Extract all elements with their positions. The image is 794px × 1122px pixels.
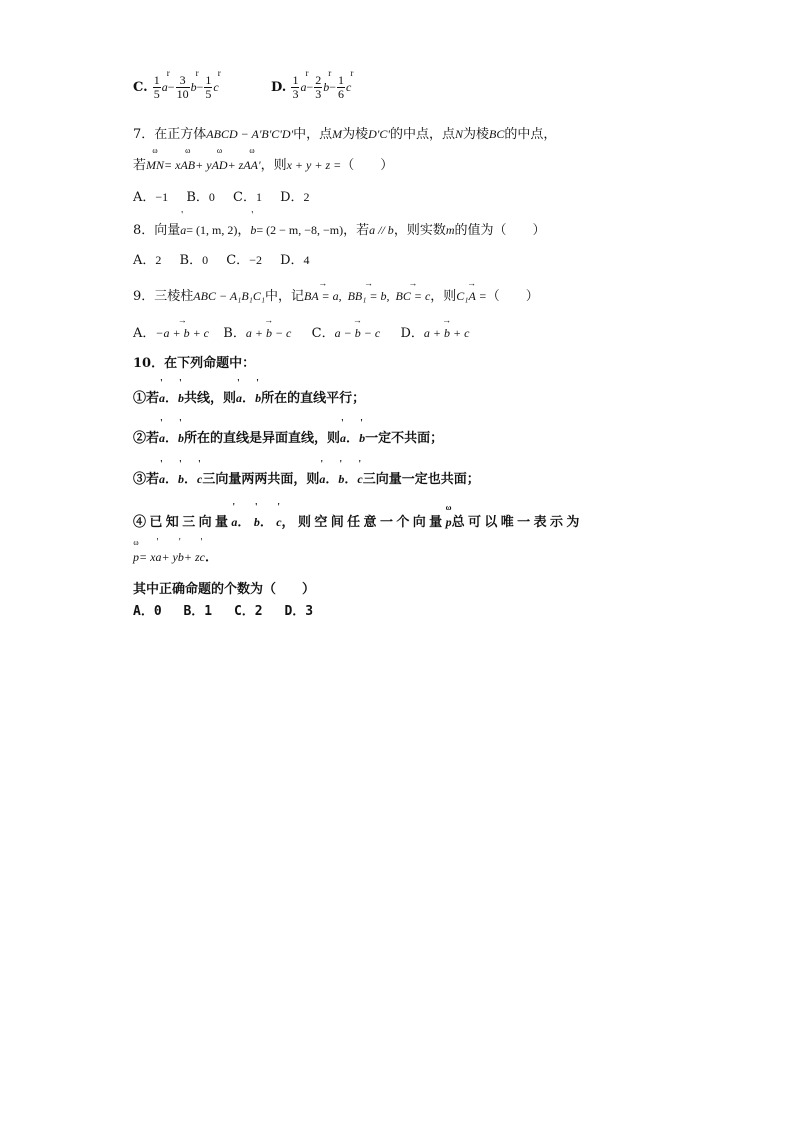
q7-option-d: D．2 [280,190,310,205]
vector-ab: ω AB [180,157,195,173]
vector-b: ' b [250,222,256,238]
q10-title: 10．在下列命题中： [133,356,256,371]
q7-line2: 若ω MN= xω AB+ yω AD+ zω AA'，则x + y + z =（ ） [133,157,393,174]
q10-option-a: A．0 [133,604,162,619]
fraction: $\frac{1}{6}$ [338,73,345,101]
q7-option-a: A．−1 [133,190,169,205]
vector-c: r c [346,79,351,95]
vector-ad: ω AD [212,157,228,173]
vector-a: ' a [180,222,186,238]
q9-option-c: C．→ a − b − c [312,326,380,341]
q9-options [133,325,469,342]
q10-options [133,604,327,620]
vector-bc: → BC = c [396,288,431,304]
vector-p: ω p [133,549,139,565]
cube-name: ABCD − A'B'C'D' [206,127,294,141]
fraction: $\frac{3}{10}$ [176,73,189,101]
vector-mn: ω MN [146,157,164,173]
q10-proposition-4: ④已知三向量' a．' b．' c，则空间任意一个向量ω p总可以唯一表示为 [133,514,583,531]
vector-a: r a [162,79,168,95]
fraction: $\frac{1}{3}$ [292,73,299,101]
vector-ba: → BA = a, [304,288,342,304]
q7-options [133,189,324,206]
q9-line1: 9．三棱柱ABC − A₁B₁C₁中，记→ BA = a,→ BB₁ = b,→ BC = c，则→ C₁A =（ ） [133,288,539,305]
q10-proposition-3: ③若' a．' b．' c三向量两两共面，则' a．' b．' c三向量一定也共面； [133,471,480,488]
q10-proposition-2: ②若' a．' b所在的直线是异面直线，则' a．' b一定不共面； [133,430,443,447]
q10-proposition-4-expression: ω p= x' a+ y' b+ z' c． [133,549,218,566]
q8-options [133,252,324,269]
q6-option-c-label: C. [133,80,148,95]
vector-aa1: ω AA' [243,157,260,173]
q10-proposition-1: ①若' a．' b共线，则' a．' b所在的直线平行； [133,390,365,407]
q6-option-d-label: D. [270,80,287,95]
q10-option-c: C．2 [233,604,263,619]
q10-option-d: D．3 [284,604,314,619]
vector-a: r a [300,79,306,95]
vector-c1a: → C₁A = [456,288,486,304]
fraction: $\frac{1}{5}$ [153,73,160,101]
vector-b: r b [191,79,197,95]
fraction: $\frac{2}{3}$ [315,73,322,101]
fraction: $\frac{1}{5}$ [205,73,212,101]
vector-b: r b [323,79,329,95]
q9-option-a: A．→ −a + b + c [133,326,209,341]
q10-option-b: B．1 [183,604,213,619]
vector-c: r c [213,79,218,95]
q8-option-d: D．4 [280,253,310,268]
q9-option-d: D．→ a + b + c [400,326,469,341]
q8-line1: 8．向量' a= (1, m, 2)，' b= (2 − m, −8, −m)，若a // b，则实数m的值为（ ） [133,222,546,239]
q10-question: 其中正确命题的个数为（ ） [133,582,316,597]
q6-options: C. $\frac{1}{5}$ r a− $\frac{3}{10}$ r b− $\frac{1}{5}$ r c D. $\frac{1}{3}$ r a− $\frac{2}{3}$ r b− $\frac{1}{6}$ r c [133,74,351,101]
vector-bb1: → BB₁ = b, [348,288,390,304]
q7-option-c: C．1 [233,190,262,205]
q8-option-a: A．2 [133,253,162,268]
q9-option-b: B．→ a + b − c [223,326,291,341]
q7-line1: 7．在正方体ABCD − A'B'C'D'中，点M为棱D'C'的中点，点N为棱BC的中点， [133,127,557,142]
q8-option-c: C．−2 [226,253,262,268]
q8-option-b: B．0 [179,253,209,268]
q7-option-b: B．0 [186,190,215,205]
